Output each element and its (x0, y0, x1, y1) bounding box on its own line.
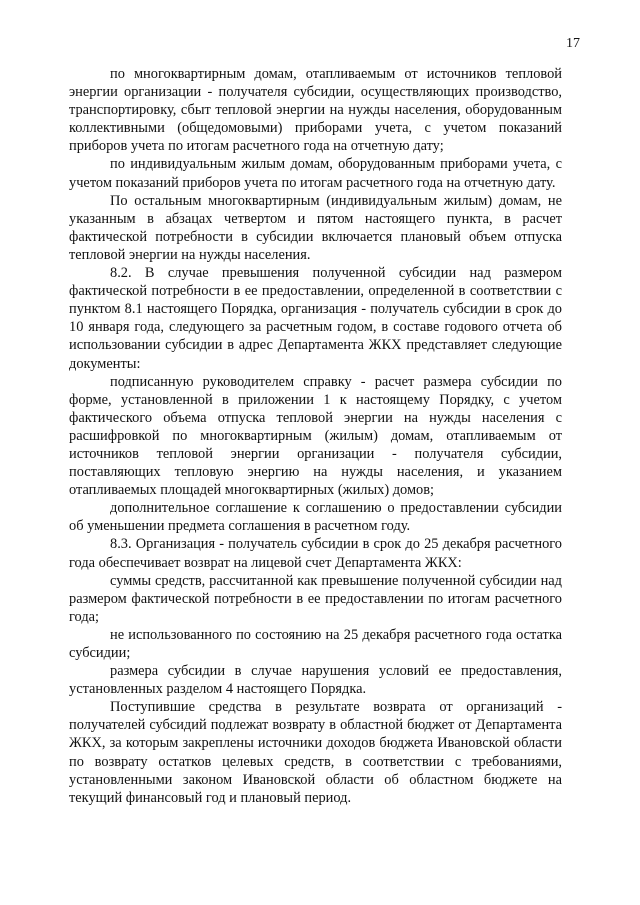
paragraph-1: по многоквартирным домам, отапливаемым от источников тепловой энергии организации - получателя субсидии, осуществляющих производство, транспортировку, сбыт тепловой энергии на нужды населения, оборудованным коллективными (общедомовыми) приборами учета, с учетом показаний приборов учета по итогам расчетного года на отчетную дату; (69, 66, 562, 155)
paragraph-7: 8.3. Организация - получатель субсидии в срок до 25 декабря расчетного года обеспечивает возврат на лицевой счет Департамента ЖКХ: (69, 536, 562, 571)
paragraph-10: размера субсидии в случае нарушения условий ее предоставления, установленных разделом 4 настоящего Порядка. (69, 663, 562, 698)
paragraph-6: дополнительное соглашение к соглашению о предоставлении субсидии об уменьшении предмета соглашения в расчетном году. (69, 500, 562, 535)
paragraph-2: по индивидуальным жилым домам, оборудованным приборами учета, с учетом показаний приборов учета по итогам расчетного года на отчетную дату. (69, 156, 562, 191)
paragraph-8: суммы средств, рассчитанной как превышение полученной субсидии над размером фактической потребности в ее предоставлении по итогам расчетного года; (69, 572, 562, 625)
document-body (69, 65, 562, 807)
paragraph-9: не использованного по состоянию на 25 декабря расчетного года остатка субсидии; (69, 626, 562, 661)
page-number: 17 (566, 36, 580, 51)
paragraph-4: 8.2. В случае превышения полученной субсидии над размером фактической потребности в ее предоставлении, определенной в соответствии с пунктом 8.1 настоящего Порядка, организация - получатель субсидии в срок до 10 января года, следующего за расчетным годом, в составе годового отчета об использовании субсидии в адрес Департамента ЖКХ представляет следующие документы: (69, 265, 562, 372)
paragraph-5: подписанную руководителем справку - расчет размера субсидии по форме, установленной в приложении 1 к настоящему Порядку, с учетом фактического объема отпуска тепловой энергии на нужды населения с расшифровкой по многоквартирным (жилым) домам, отапливаемым от источников тепловой энергии организации - получателя субсидии, поставляющих тепловую энергию на нужды населения, и указанием отапливаемых площадей многоквартирных (жилых) домов; (69, 373, 562, 499)
paragraph-11: Поступившие средства в результате возврата от организаций - получателей субсидий подлежат возврату в областной бюджет от Департамента ЖКХ, за которым закреплены источники доходов бюджета Ивановской области по возврату остатков целевых средств, в соответствии с требованиями, установленными законом Ивановской области об областном бюджете на текущий финансовый год и плановый период. (69, 699, 562, 806)
paragraph-3: По остальным многоквартирным (индивидуальным жилым) домам, не указанным в абзацах четвертом и пятом настоящего пункта, в расчет фактической потребности в субсидии включается плановый объем отпуска тепловой энергии на нужды населения. (69, 192, 562, 263)
